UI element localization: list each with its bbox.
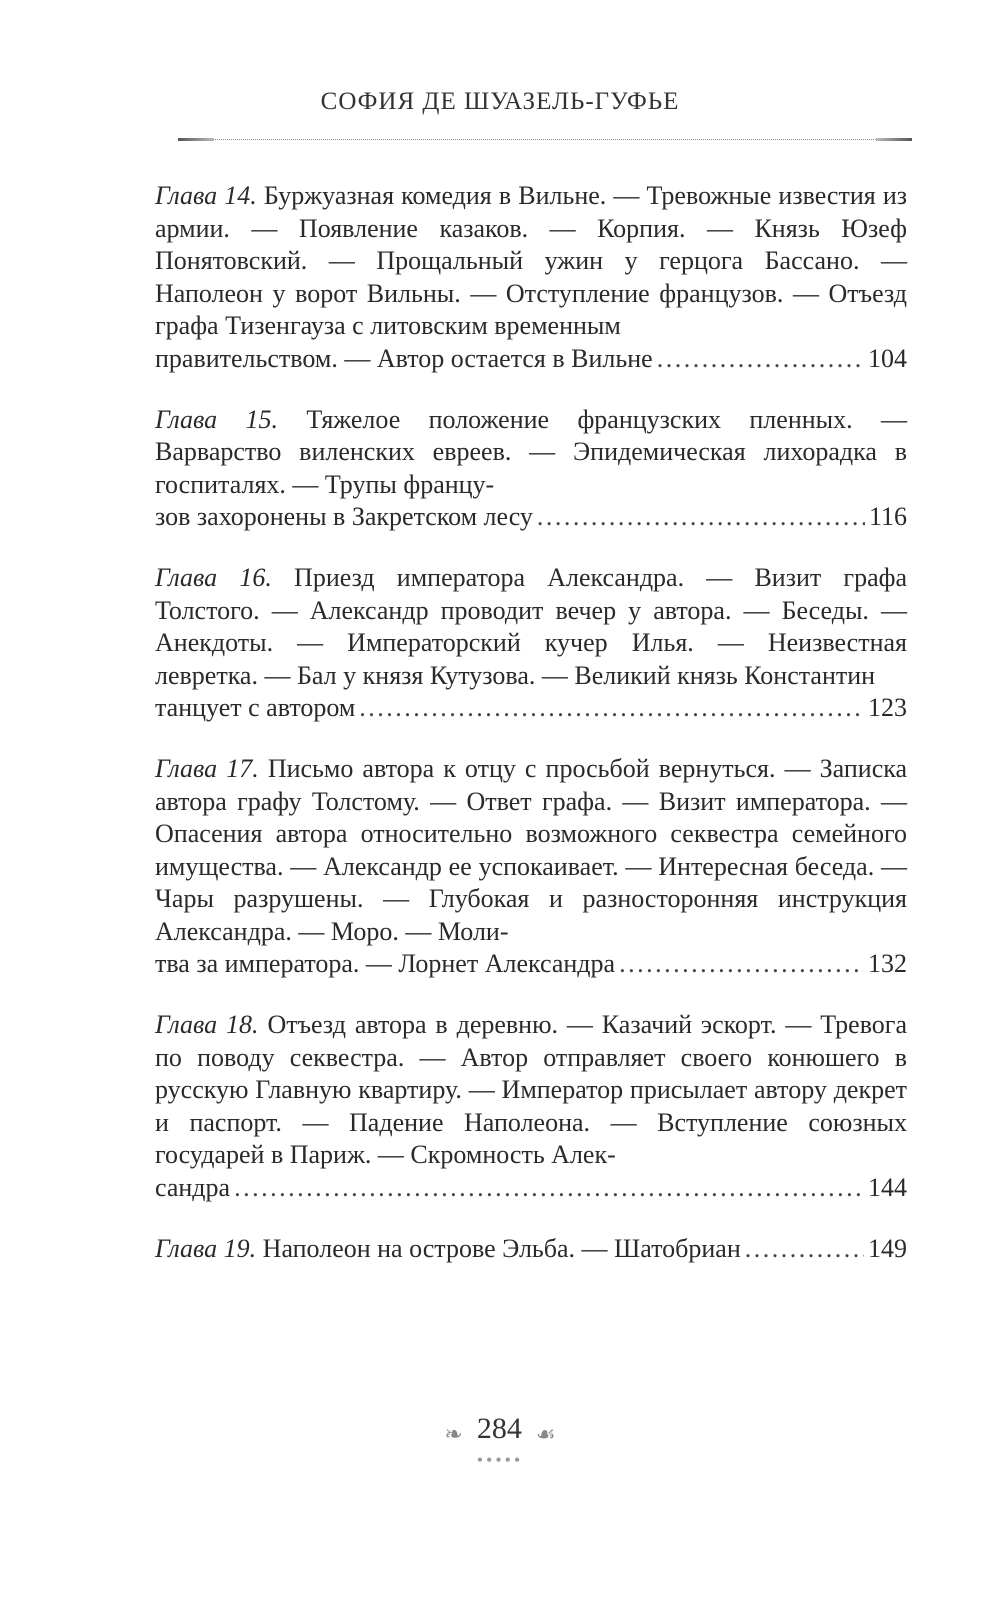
- page-number: 104: [868, 343, 907, 373]
- page-folio: [0, 1412, 1000, 1470]
- table-of-contents: [155, 180, 907, 1293]
- toc-entry-body: [155, 562, 907, 692]
- flourish-left-icon: ❧: [444, 1421, 463, 1447]
- toc-entry-chapter-14: [155, 180, 907, 376]
- page-number: 149: [868, 1233, 907, 1263]
- page-number: 123: [868, 693, 907, 723]
- toc-entry-body: [155, 404, 907, 502]
- toc-entry-chapter-19: [155, 1233, 907, 1266]
- chapter-summary: Письмо автора к отцу с просьбой вернуться. — Записка автора графу Толстому. — Ответ графа. — Визит императора. — Опасения автора относительно возможного секвестра семейного имущества. — Александр ее успокаивает. — Интересная беседа. — Чары разрушены. — Глубокая и разносторонняя инструкция Александра. — Моро. — Моли-: [155, 753, 908, 946]
- chapter-summary-end: правительством. — Автор остается в Вильне: [155, 343, 653, 373]
- toc-entry-body: [155, 1009, 907, 1172]
- page-number: 116: [868, 502, 907, 532]
- chapter-summary-end: зов захоронены в Закретском лесу: [155, 502, 533, 532]
- page-number: 144: [868, 1173, 907, 1203]
- toc-entry-body: [155, 180, 907, 343]
- chapter-summary-end: танцует с автором: [155, 693, 356, 723]
- chapter-summary-end: тва за императора. — Лорнет Александра: [155, 949, 616, 979]
- dot-leader: [359, 692, 864, 725]
- dot-leader: [619, 948, 864, 981]
- chapter-label: Глава 14.: [155, 181, 257, 210]
- toc-entry-last-line: [155, 1233, 907, 1266]
- header-rule: [180, 139, 910, 140]
- chapter-label: Глава 17.: [155, 753, 259, 783]
- toc-entry-last-line: [155, 501, 907, 534]
- chapter-label: Глава 18.: [155, 1010, 259, 1040]
- toc-entry-last-line: [155, 948, 907, 981]
- chapter-summary-end: [155, 1233, 741, 1266]
- page-number: 132: [868, 949, 907, 979]
- chapter-summary: Тяжелое положение французских пленных. — Варварство виленских евреев. — Эпидемическая лихорадка в госпиталях. — Трупы францу-: [155, 404, 907, 499]
- dot-leader: [745, 1233, 864, 1266]
- chapter-summary: Буржуазная комедия в Вильне. — Тревожные известия из армии. — Появление казаков. — Корпия. — Князь Юзеф Понятовский. — Прощальный ужин у герцога Бассано. — Наполеон у ворот Вильны. — Отступление французов. — Отъезд графа Тизенгауза с литовским временным: [155, 181, 907, 341]
- dot-leader: [657, 343, 864, 376]
- chapter-label: Глава 19.: [155, 1233, 257, 1263]
- toc-entry-last-line: [155, 692, 907, 725]
- flourish-right-icon: ☙: [535, 1421, 556, 1447]
- toc-entry-last-line: [155, 1172, 907, 1205]
- toc-entry-body: [155, 753, 907, 949]
- toc-entry-last-line: [155, 343, 907, 376]
- chapter-label: Глава 15.: [155, 404, 279, 434]
- dot-leader: [537, 501, 865, 534]
- toc-entry-chapter-18: [155, 1009, 907, 1205]
- folio-ornament-icon: •••••: [476, 1450, 524, 1470]
- chapter-summary: Приезд императора Александра. — Визит графа Толстого. — Александр проводит вечер у автора. — Беседы. — Анекдоты. — Императорский кучер Илья. — Неизвестная левретка. — Бал у князя Кутузова. — Великий князь Константин: [155, 562, 908, 690]
- toc-entry-chapter-15: [155, 404, 907, 534]
- folio-number: 284: [476, 1412, 522, 1445]
- dot-leader: [234, 1172, 864, 1205]
- chapter-summary: Отъезд автора в деревню. — Казачий эскорт. — Тревога по поводу секвестра. — Автор отправляет своего конюшего в русскую Главную квартиру. — Император присылает автору декрет и паспорт. — Падение Наполеона. — Вступление союзных государей в Париж. — Скромность Алек-: [155, 1010, 907, 1170]
- chapter-label: Глава 16.: [155, 562, 272, 592]
- chapter-summary-end: сандра: [155, 1173, 231, 1203]
- running-head: СОФИЯ ДЕ ШУАЗЕЛЬ-ГУФЬЕ: [320, 88, 680, 115]
- toc-entry-chapter-17: [155, 753, 907, 981]
- toc-entry-chapter-16: [155, 562, 907, 725]
- chapter-summary: Наполеон на острове Эльба. — Шатобриан: [262, 1233, 741, 1263]
